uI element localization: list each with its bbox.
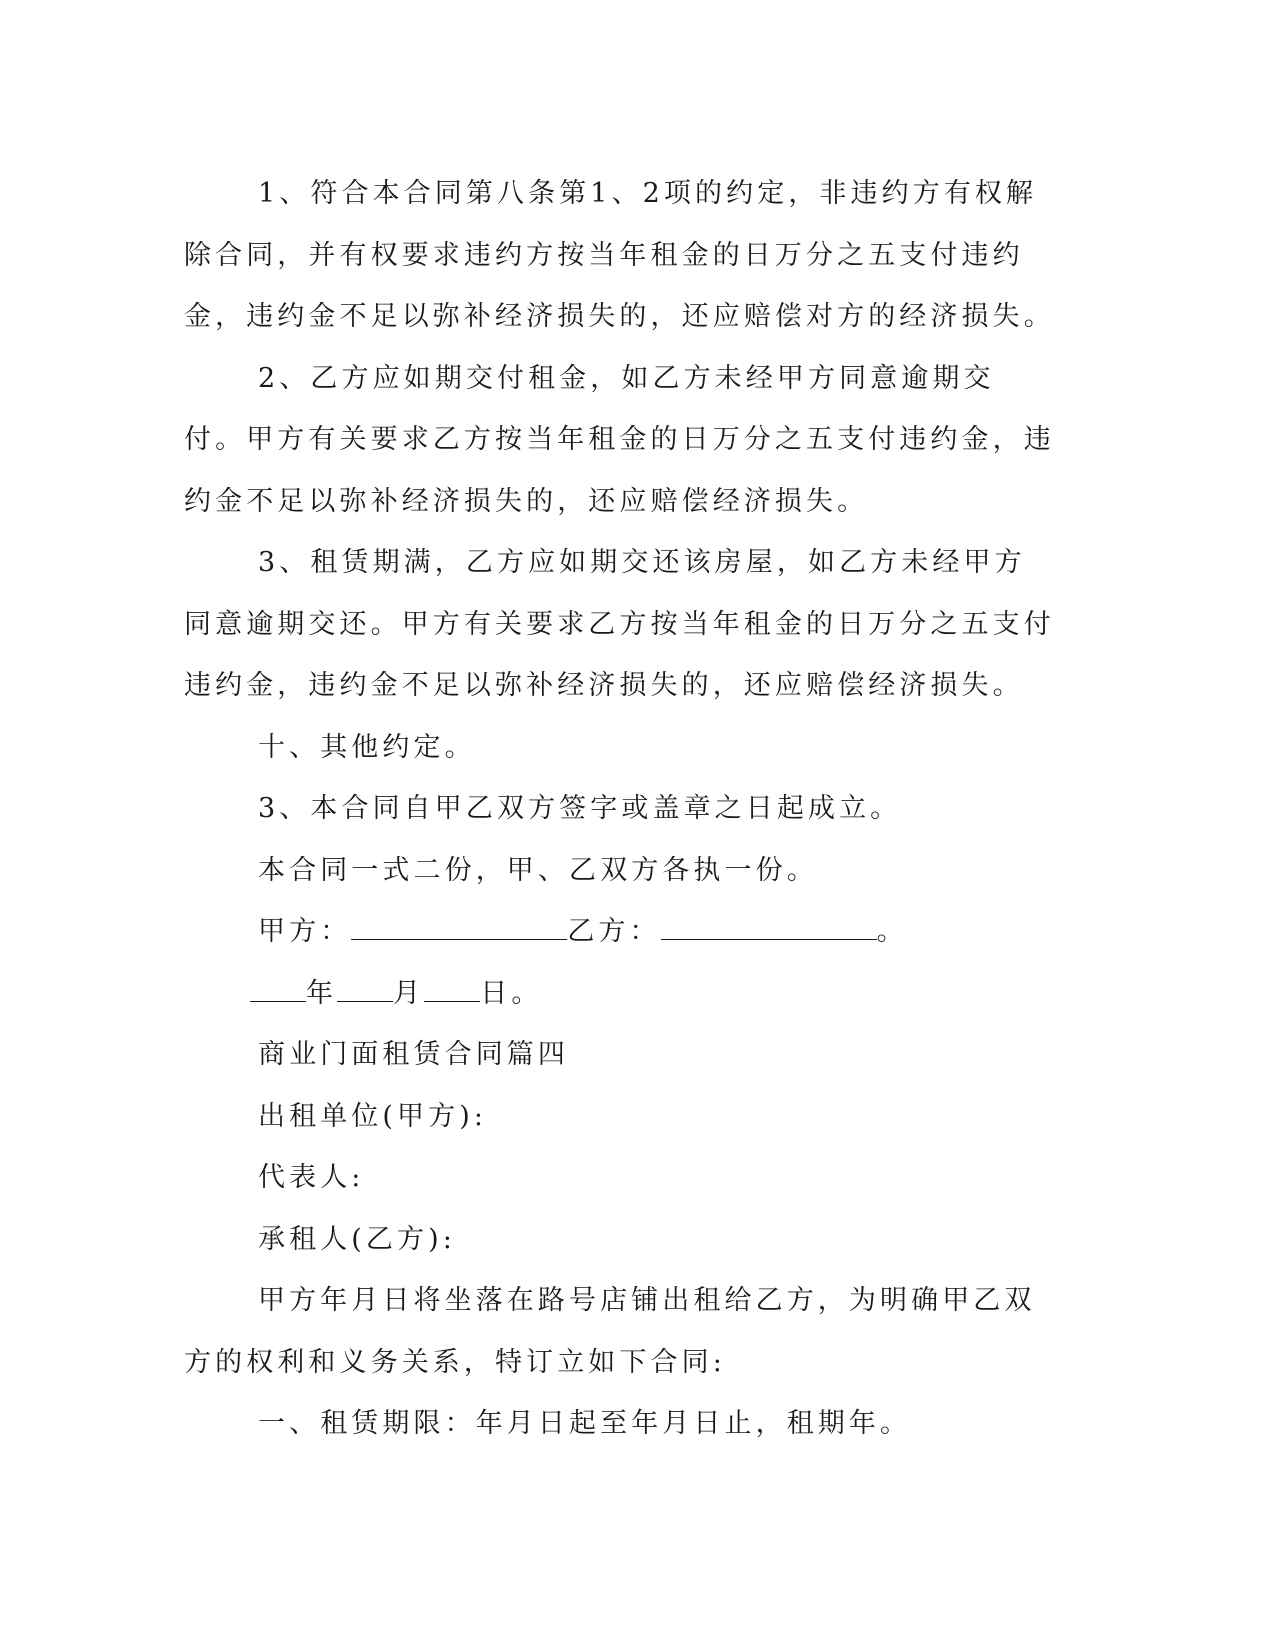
day-label: 日。 bbox=[480, 977, 543, 1009]
document-body bbox=[184, 163, 1056, 1455]
signature-end: 。 bbox=[876, 916, 908, 947]
clause-copies: 本合同一式二份，甲、乙双方各执一份。 bbox=[258, 854, 818, 886]
month-blank bbox=[337, 977, 393, 1002]
date-line bbox=[184, 963, 1056, 1025]
party-a-signature-blank bbox=[351, 915, 567, 940]
year-label: 年 bbox=[306, 977, 338, 1009]
party-a-label: 甲方： bbox=[258, 916, 352, 947]
clause-late-return: 3、租赁期满，乙方应如期交还该房屋，如乙方未经甲方同意逾期交还。甲方有关要求乙方按当年租金的日万分之五支付违约金，违约金不足以弥补经济损失的，还应赔偿经济损失。 bbox=[184, 547, 1055, 701]
clause-lease-term: 一、租赁期限：年月日起至年月日止，租期年。 bbox=[258, 1408, 912, 1439]
party-b-label: 乙方： bbox=[567, 916, 661, 947]
clause-late-rent: 2、乙方应如期交付租金，如乙方未经甲方同意逾期交付。甲方有关要求乙方按当年租金的日万分之五支付违约金，违约金不足以弥补经济损失的，还应赔偿经济损失。 bbox=[184, 362, 1055, 517]
lessee-field: 承租人(乙方): bbox=[258, 1223, 456, 1255]
year-blank bbox=[250, 977, 306, 1002]
party-b-signature-blank bbox=[661, 915, 877, 940]
month-label: 月 bbox=[393, 977, 425, 1009]
clause-termination: 1、符合本合同第八条第1、2项的约定，非违约方有权解除合同，并有权要求违约方按当年租金的日万分之五支付违约金，违约金不足以弥补经济损失的，还应赔偿对方的经济损失。 bbox=[184, 178, 1055, 332]
representative-field: 代表人: bbox=[258, 1162, 365, 1193]
contract-intro: 甲方年月日将坐落在路号店铺出租给乙方，为明确甲乙双方的权利和义务关系，特订立如下合同: bbox=[184, 1285, 1036, 1378]
section-other-agreements: 十、其他约定。 bbox=[258, 731, 476, 763]
lessor-field: 出租单位(甲方): bbox=[258, 1100, 488, 1132]
day-blank bbox=[424, 977, 480, 1002]
section-title: 商业门面租赁合同篇四 bbox=[258, 1039, 569, 1070]
signature-line bbox=[184, 901, 1056, 963]
clause-effective: 3、本合同自甲乙双方签字或盖章之日起成立。 bbox=[258, 793, 902, 824]
